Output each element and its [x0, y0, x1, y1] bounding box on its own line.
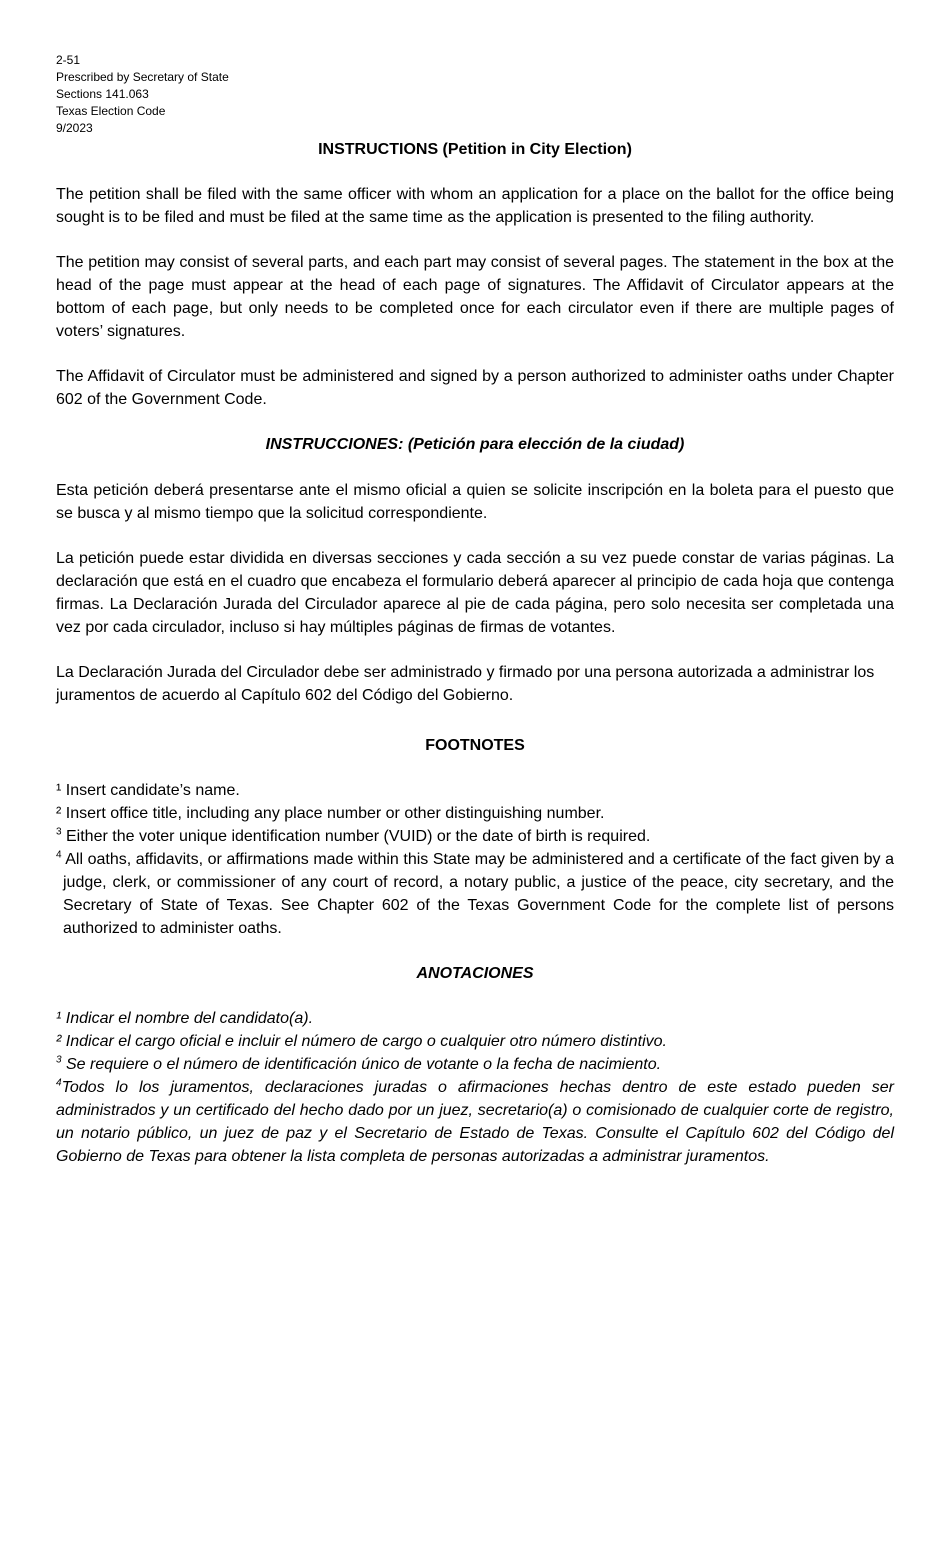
footnote-text: Indicar el nombre del candidato(a). — [61, 1010, 314, 1027]
anotacion-3 — [56, 1053, 894, 1076]
footnote-text: Indicar el cargo oficial e incluir el número de cargo o cualquier otro número distintivo. — [61, 1033, 667, 1050]
footnote-mark: 3 — [56, 1054, 62, 1066]
instrucciones-paragraph-2: La petición puede estar dividida en diversas secciones y cada sección a su vez puede constar de varias páginas. La declaración que está en el cuadro que encabeza el formulario deberá aparecer al principio de cada hoja que contenga firmas. La Declaración Jurada del Circulador aparece al pie de cada página, pero solo necesita ser completada una vez por cada circulador, incluso si hay múltiples páginas de firmas de votantes. — [56, 550, 894, 636]
anotaciones-list — [56, 1007, 894, 1168]
instructions-title: INSTRUCTIONS (Petition in City Election) — [318, 141, 632, 158]
footnotes-list — [56, 779, 894, 940]
footnote-4 — [56, 848, 894, 940]
instructions-paragraph-3: The Affidavit of Circulator must be administered and signed by a person authorized to administer oaths under Chapter 602 of the Government Code. — [56, 368, 894, 408]
instrucciones-paragraph-3: La Declaración Jurada del Circulador debe ser administrado y firmado por una persona autorizada a administrar los juramentos de acuerdo al Capítulo 602 del Código del Gobierno. — [56, 664, 875, 704]
form-header — [56, 52, 894, 137]
footnote-text: Se requiere o el número de identificación único de votante o la fecha de nacimiento. — [61, 1056, 662, 1073]
footnote-2 — [56, 802, 894, 825]
instrucciones-title: INSTRUCCIONES: (Petición para elección de la ciudad) — [265, 436, 685, 453]
form-date: 9/2023 — [56, 121, 93, 135]
instrucciones-paragraph-1: Esta petición deberá presentarse ante el mismo oficial a quien se solicite inscripción en la boleta para el puesto que se busca y al mismo tiempo que la solicitud correspondiente. — [56, 482, 894, 522]
footnote-mark: ² — [56, 1033, 62, 1050]
anotacion-4 — [56, 1076, 894, 1168]
footnote-3 — [56, 825, 894, 848]
anotacion-1 — [56, 1007, 894, 1030]
footnote-mark: ¹ — [56, 1010, 62, 1027]
code-ref: Texas Election Code — [56, 104, 166, 118]
document-page — [56, 52, 894, 1168]
instructions-paragraph-1: The petition shall be filed with the same officer with whom an application for a place on the ballot for the office being sought is to be filed and must be filed at the same time as the application is presented to the filing authority. — [56, 186, 894, 226]
footnote-text: All oaths, affidavits, or affirmations made within this State may be administered and a certificate of the fact given by a judge, clerk, or commissioner of any court of record, a notary public, a justice of the peace, city secretary, and the Secretary of State of Texas. See Chapter 602 of the Texas Government Code for the complete list of persons authorized to administer oaths. — [61, 851, 894, 937]
footnote-mark: 4 — [56, 1077, 62, 1089]
footnote-text: Todos lo los juramentos, declaraciones juradas o afirmaciones hechas dentro de este estado pueden ser administrados y un certificado del hecho dado por un juez, secretario(a) o comisionado de cualquier corte de registro, un notario público, un juez de paz y el Secretario de Estado de Texas. Consulte el Capítulo 602 del Código del Gobierno de Texas para obtener la lista completa de personas autorizadas a administrar juramentos. — [56, 1079, 894, 1165]
prescribed-by: Prescribed by Secretary of State — [56, 70, 229, 84]
footnote-mark: 3 — [56, 826, 62, 838]
footnote-mark: 4 — [56, 849, 62, 861]
footnote-mark: ¹ — [56, 782, 62, 799]
footnote-1 — [56, 779, 894, 802]
form-number: 2-51 — [56, 53, 81, 67]
anotaciones-title: ANOTACIONES — [416, 965, 534, 982]
footnote-mark: ² — [56, 805, 62, 822]
footnotes-title: FOOTNOTES — [425, 737, 525, 754]
anotacion-2 — [56, 1030, 894, 1053]
footnote-text: Either the voter unique identification number (VUID) or the date of birth is required. — [61, 828, 651, 845]
sections-ref: Sections 141.063 — [56, 87, 149, 101]
footnote-text: Insert office title, including any place number or other distinguishing number. — [61, 805, 605, 822]
instructions-paragraph-2: The petition may consist of several parts, and each part may consist of several pages. The statement in the box at the head of the page must appear at the head of each page of signatures. The Affidavit of Circulator appears at the bottom of each page, but only needs to be completed once for each circulator even if there are multiple pages of voters’ signatures. — [56, 254, 894, 340]
footnote-text: Insert candidate’s name. — [61, 782, 240, 799]
